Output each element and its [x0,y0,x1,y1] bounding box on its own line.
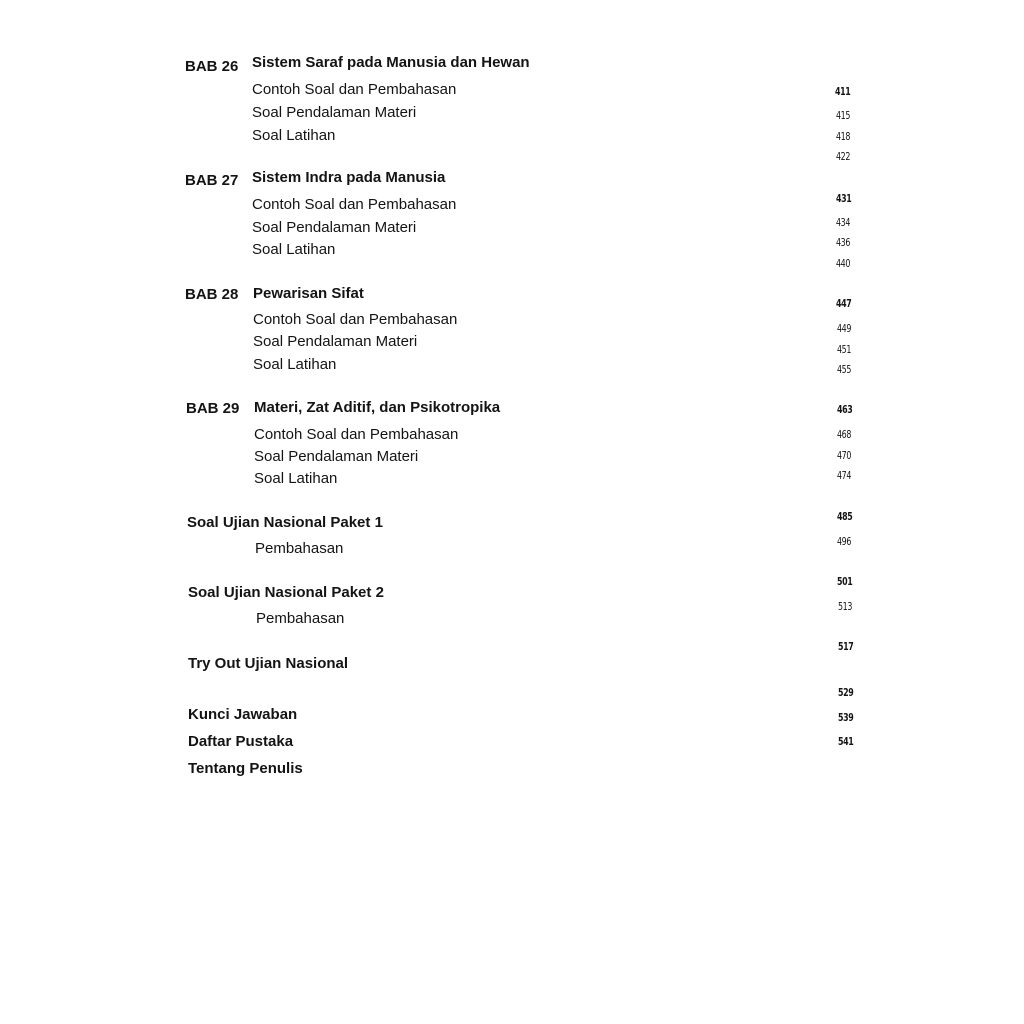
chapter-title[interactable]: Materi, Zat Aditif, dan Psikotropika [254,399,501,416]
page-number: 455 [837,363,852,376]
chapter-number: BAB 27 [185,172,239,189]
page-number: 474 [837,469,852,482]
toc-subitem[interactable]: Soal Pendalaman Materi [253,333,418,350]
chapter-title[interactable]: Sistem Indra pada Manusia [252,169,446,186]
toc-subitem[interactable]: Contoh Soal dan Pembahasan [252,196,457,213]
page-number: 431 [836,192,852,205]
page-number: 449 [837,322,852,335]
page-number: 529 [838,686,854,699]
toc-subitem[interactable]: Contoh Soal dan Pembahasan [254,426,459,443]
toc-subitem[interactable]: Soal Latihan [253,356,337,373]
page-number: 415 [836,109,851,122]
chapter-title[interactable]: Pewarisan Sifat [253,285,364,302]
chapter-number: BAB 29 [186,400,240,417]
page-number: 513 [838,600,853,613]
toc-subitem[interactable]: Soal Pendalaman Materi [254,448,419,465]
page-number: 470 [837,449,852,462]
section-title[interactable]: Try Out Ujian Nasional [188,655,349,672]
page-number: 447 [836,297,852,310]
toc-subitem[interactable]: Soal Latihan [252,241,336,258]
page-number: 496 [837,535,852,548]
page-number: 539 [838,711,854,724]
toc-subitem[interactable]: Soal Pendalaman Materi [252,219,417,236]
toc-subitem[interactable]: Contoh Soal dan Pembahasan [252,81,457,98]
chapter-number: BAB 28 [185,286,239,303]
toc-subitem[interactable]: Contoh Soal dan Pembahasan [253,311,458,328]
section-title[interactable]: Soal Ujian Nasional Paket 1 [187,514,383,531]
page-number: 411 [835,85,851,98]
page-number: 434 [836,216,851,229]
page-number: 422 [836,150,851,163]
toc-subitem[interactable]: Soal Latihan [252,127,336,144]
section-title[interactable]: Soal Ujian Nasional Paket 2 [188,584,384,601]
page-number: 485 [837,510,853,523]
section-title[interactable]: Kunci Jawaban [188,706,298,723]
page-number: 451 [837,343,852,356]
page-number: 468 [837,428,852,441]
page-number: 541 [838,735,854,748]
toc-subitem[interactable]: Pembahasan [256,610,345,627]
page-number: 501 [837,575,853,588]
chapter-title[interactable]: Sistem Saraf pada Manusia dan Hewan [252,54,530,71]
toc-subitem[interactable]: Pembahasan [255,540,344,557]
page-number: 418 [836,130,851,143]
page-number: 517 [838,640,854,653]
chapter-number: BAB 26 [185,58,239,75]
page-number: 463 [837,403,853,416]
section-title[interactable]: Tentang Penulis [188,760,303,777]
section-title[interactable]: Daftar Pustaka [188,733,294,750]
toc-subitem[interactable]: Soal Pendalaman Materi [252,104,417,121]
page-number: 440 [836,257,851,270]
toc-subitem[interactable]: Soal Latihan [254,470,338,487]
page-number: 436 [836,236,851,249]
